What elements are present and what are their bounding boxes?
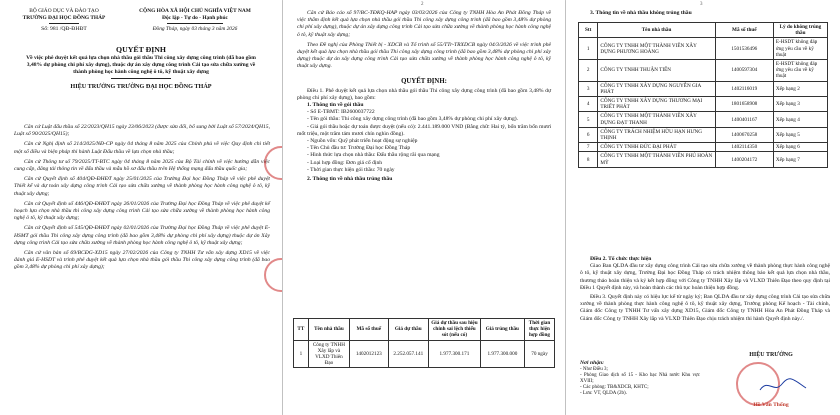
- recipients-block: [580, 360, 700, 397]
- table-cell: CÔNG TY TNHH ĐỨC ĐẠI PHÁT: [598, 143, 715, 152]
- table-header-cell: TT: [294, 319, 309, 341]
- university-name: TRƯỜNG ĐẠI HỌC ĐỒNG THÁP: [22, 15, 106, 22]
- article-1: Điều 1. Phê duyệt kết quả lựa chọn nhà thầu gói thầu Thi công xây dựng công trình (đã bao gồm 3,48% dự phòng chi phí xây dựng), bao gồm:: [297, 87, 551, 101]
- table-cell: Xếp hạng 2: [773, 81, 827, 96]
- table-cell: Xếp hạng 4: [773, 112, 827, 127]
- basis-paragraph: Căn cứ Thông tư số 79/2025/TT-BTC ngày 04 tháng 8 năm 2025 của Bộ Tài chính về việc hướng dẫn việc cung cấp, đăng tải thông tin về đấu thầu và mẫu hồ sơ đấu thầu trên Hệ thống mạng đấu thầu quốc gia;: [14, 158, 270, 173]
- national-header: [120, 8, 270, 34]
- table-cell: 5: [579, 112, 598, 127]
- page2-body: [297, 10, 551, 183]
- recipient-line: - Các phòng: TB&XDCB, KHTC;: [580, 385, 649, 391]
- package-info-line: - Tên Chủ đầu tư: Trường Đại học Đồng Tháp: [307, 145, 411, 152]
- subject-divider: [111, 78, 171, 79]
- document-page-2: [283, 0, 565, 415]
- legal-basis: [14, 124, 270, 272]
- articles-block: [580, 256, 830, 323]
- table-header-row: [294, 319, 555, 341]
- section-2-heading: 2. Thông tin về nhà thầu trúng thầu: [307, 176, 393, 183]
- table-cell: CÔNG TY TNHH XÂY DỰNG NGUYỄN GIA PHÁT: [598, 81, 715, 96]
- table-row: [579, 60, 828, 82]
- table-row: [294, 340, 555, 368]
- table-cell: 1402012123: [350, 340, 388, 368]
- table-row: [579, 143, 828, 152]
- issuing-authority: HIỆU TRƯỞNG TRƯỜNG ĐẠI HỌC ĐỒNG THÁP: [70, 83, 212, 90]
- header-divider: [167, 23, 223, 24]
- table-cell: CÔNG TY TNHH MỘT THÀNH VIÊN PHÚ HOÀN MỸ: [598, 152, 715, 167]
- table-header-cell: Giá dự thầu sau hiệu chỉnh sai lệch thiếu sót (nếu có): [429, 319, 481, 341]
- table-cell: 2.252.057.141: [388, 340, 429, 368]
- document-title: QUYẾT ĐỊNH: [116, 45, 166, 54]
- signer-title: HIỆU TRƯỞNG: [749, 352, 793, 358]
- package-info-line: - Thời gian thực hiện gói thầu: 70 ngày: [307, 166, 395, 173]
- table-cell: 1801658908: [715, 97, 773, 112]
- package-info-line: - Giá gói thầu hoặc dự toán được duyệt (nếu có): 2.441.189.000 VND (Bằng chữ: Hai tỷ, bốn trăm bốn mươi mốt triệu, một trăm tám mươi chín nghìn đồng).: [297, 123, 551, 137]
- table-cell: 1: [294, 340, 309, 368]
- table-header-cell: Giá dự thầu: [388, 319, 429, 341]
- table-header-cell: Lý do không trúng thầu: [773, 23, 827, 38]
- table-cell: 6: [579, 127, 598, 142]
- table-header-cell: Mã số thuế: [350, 319, 388, 341]
- table-cell: 1400597304: [715, 60, 773, 82]
- recipient-line: - Lưu: VT, QLDA (2b).: [580, 391, 627, 397]
- basis-paragraph: Căn cứ Luật đấu thầu số 22/2023/QH15 ngày 23/06/2023 (được sửa đổi, bổ sung bởi Luật số 57/2024/QH15, Luật số 90/2025/QH15);: [14, 124, 270, 138]
- winning-bidder-table: [293, 318, 555, 368]
- document-date: Đồng Tháp, ngày 03 tháng 3 năm 2026: [152, 26, 238, 33]
- document-page-3: [566, 0, 840, 415]
- table-cell: 3: [579, 81, 598, 96]
- table-row: [579, 38, 828, 60]
- table-header-cell: Tên nhà thầu: [308, 319, 349, 341]
- table-row: [579, 97, 828, 112]
- table-header-cell: Thời gian thực hiện hợp đồng: [525, 319, 555, 341]
- article-3-text: Điều 3. Quyết định này có hiệu lực kể từ ngày ký; Ban QLDA đầu tư xây dựng công trình Cải tạo sửa chữa xưởng về thành phòng thực hành công nghệ ô tô, kỹ thuật xây dựng, Trưởng phòng Kế hoạch - Tài chính, Giám đốc Công ty TNHH Tư vấn xây dựng XD15, Giám đốc Công ty TNHH Hòa An Phát Đồng Tháp và Giám đốc Công ty TNHH Xây lắp và VLXD Thiên Đạo chịu trách nhiệm thi hành Quyết định này./.: [580, 294, 830, 322]
- page-number: 2: [421, 2, 424, 7]
- table-cell: 1400401167: [715, 112, 773, 127]
- signer-name: Hồ Văn Thống: [753, 402, 789, 408]
- page-number: 3: [700, 2, 703, 7]
- recipients-heading: Nơi nhận:: [580, 360, 604, 366]
- table-header-cell: Tên nhà thầu: [598, 23, 715, 38]
- decision-heading: QUYẾT ĐỊNH:: [401, 77, 447, 85]
- table-cell: E-HSDT không đáp ứng yêu cầu về kỹ thuật: [773, 60, 827, 82]
- national-slogan: Độc lập - Tự do - Hạnh phúc: [162, 15, 228, 22]
- signature-block: [716, 352, 826, 408]
- title-block: [0, 45, 282, 91]
- table-cell: Xếp hạng 3: [773, 97, 827, 112]
- package-info-line: - Hình thức lựa chọn nhà thầu: Đấu thầu rộng rãi qua mạng: [307, 152, 440, 159]
- package-info-line: - Số E-TBMT: IB2600037722: [307, 109, 375, 116]
- document-page-1: [0, 0, 282, 415]
- table-cell: 1400204172: [715, 152, 773, 167]
- table-cell: 1400670258: [715, 127, 773, 142]
- table-cell: Xếp hạng 7: [773, 152, 827, 167]
- ministry-name: BỘ GIÁO DỤC VÀ ĐÀO TẠO: [29, 8, 99, 14]
- table-cell: 7: [579, 143, 598, 152]
- national-motto: CỘNG HÒA XÃ HỘI CHỦ NGHĨA VIỆT NAM: [139, 8, 251, 14]
- basis-paragraph: Căn cứ văn bản số 69/BCĐG-XD15 ngày 27/02/2026 của Công ty TNHH Tư vấn xây dựng XD15 về việc đánh giá E-HSDT và trình phê duyệt kết quả lựa chọn nhà thầu gói thầu Thi công xây dựng công trình (đã bao gồm 3,48% dự phòng chi phí xây dựng);: [14, 250, 270, 271]
- basis-paragraph: Căn cứ Quyết định số 446/QĐ-ĐHĐT ngày 26/01/2026 của Trường Đại học Đồng Tháp về việc phê duyệt kế hoạch lựa chọn nhà thầu thi công xây dựng công trình Cải tạo sửa chữa xưởng về thành phòng học hành công nghệ ô tô, kỹ thuật xây dựng;: [14, 200, 270, 222]
- package-info-line: - Tên gói thầu: Thi công xây dựng công trình (đã bao gồm 3,48% dự phòng chi phí xây dựng).: [307, 116, 519, 123]
- section-1-heading: 1. Thông tin về gói thầu: [307, 102, 364, 109]
- section-3-heading: 3. Thông tin về nhà thầu không trúng thầu: [590, 10, 692, 16]
- table-row: [579, 152, 828, 167]
- table-header-cell: Mã số thuế: [715, 23, 773, 38]
- table-cell: CÔNG TY TRÁCH NHIỆM HỮU HẠN HƯNG THỊNH: [598, 127, 715, 142]
- package-info-line: - Loại hợp đồng: Đơn giá cố định: [307, 159, 383, 166]
- basis-paragraph: Căn cứ Quyết định số 404/QĐ-ĐHĐT ngày 25/01/2025 của Trường Đại học Đồng Tháp về việc phê duyệt Thiết kế và dự toán xây dựng công trình Cải tạo sửa chữa xưởng về thành phòng học hành công nghệ ô tô, kỹ thuật xây dựng;: [14, 176, 270, 197]
- handwritten-signature: [758, 376, 808, 396]
- article-2-text: Giao Ban QLDA đầu tư xây dựng công trình Cải tạo sửa chữa xưởng về thành phòng thực hành công nghệ ô tô, kỹ thuật xây dựng, Trường Đại học Đồng Tháp có trách nhiệm thông báo kết quả lựa chọn nhà thầu, thương thảo hoàn thiện và ký kết hợp đồng với Công ty TNHH Xây lắp và VLXD Thiên Đạo theo quy định tại Điều 1 Quyết định này, và hoàn thành các thủ tục hoàn thiện hợp đồng.: [580, 263, 830, 291]
- losing-bidders-table: [578, 22, 828, 168]
- recipient-line: - Như Điều 3;: [580, 367, 608, 373]
- table-cell: 1501536496: [715, 38, 773, 60]
- table-cell: 1402114350: [715, 143, 773, 152]
- table-row: [579, 112, 828, 127]
- agency-header: [14, 8, 114, 34]
- table-cell: Công ty TNHH Xây lắp và VLXD Thiên Đạo: [308, 340, 349, 368]
- table-cell: 1.977.300.171: [429, 340, 481, 368]
- basis-paragraph: Theo Đề nghị của Phòng Thiết bị - XDCB và Tổ trình số 55/TTr-TRXDCB ngày 04/3/2026 về việc trình phê duyệt kết quả lựa chọn nhà thầu gói thầu Thi công xây dựng công trình (đã bao gồm 3,48% dự phòng chi phí xây dựng) thuộc dự án xây dựng công trình Cải tạo sửa chữa xưởng về thành phòng học hành công nghệ ô tô, kỹ thuật xây dựng.: [297, 41, 551, 70]
- table-cell: 1.977.300.000: [480, 340, 524, 368]
- recipient-line: - Phòng Giao dịch số 15 - Kho bạc Nhà nước Khu vực XVIII;: [580, 373, 700, 385]
- table-cell: 1: [579, 38, 598, 60]
- table-row: [579, 127, 828, 142]
- table-cell: E-HSDT không đáp ứng yêu cầu về kỹ thuật: [773, 38, 827, 60]
- article-2-heading: Điều 2. Tổ chức thực hiện: [590, 256, 652, 262]
- header-divider: [49, 23, 79, 24]
- table-row: [579, 81, 828, 96]
- basis-paragraph: Căn cứ Quyết định số 545/QĐ-ĐHĐT ngày 02/01/2026 của Trường Đại học Đồng Tháp về việc phê duyệt E-HSMT gói thầu Thi công xây dựng công trình (đã bao gồm 3,48% dự phòng chi phí xây dựng) thuộc dự án Xây dựng công trình Cải tạo sửa chữa xưởng về thành phòng học hành công nghệ ô tô, kỹ thuật xây dựng;: [14, 225, 270, 246]
- package-info-line: - Nguồn vốn: Quỹ phát triển hoạt động sự nghiệp: [307, 138, 418, 145]
- document-subject: Về việc phê duyệt kết quả lựa chọn nhà thầu gói thầu Thi công xây dựng công trình (đã bao gồm 3,48% dự phòng chi phí xây dựng), thuộc dự án xây dựng công trình Cải tạo sửa chữa xưởng về thành phòng học hành công nghệ ô tô, kỹ thuật xây dựng: [26, 55, 256, 75]
- table-cell: CÔNG TY TNHH THUẬN TIẾN: [598, 60, 715, 82]
- table-cell: 4: [579, 97, 598, 112]
- table-cell: 2: [579, 60, 598, 82]
- table-cell: 70 ngày: [525, 340, 555, 368]
- table-cell: Xếp hạng 5: [773, 127, 827, 142]
- table-cell: 8: [579, 152, 598, 167]
- table-header-cell: Stt: [579, 23, 598, 38]
- basis-paragraph: Căn cứ Nghị định số 214/2025/NĐ-CP ngày 04 tháng 8 năm 2025 của Chính phủ về việc Quy định chi tiết một số điều và biện pháp thi hành Luật Đấu thầu về lựa chọn nhà thầu;: [14, 141, 270, 155]
- table-header-row: [579, 23, 828, 38]
- table-cell: CÔNG TY TNHH XÂY DỰNG THƯƠNG MẠI TRIẾT PHÁT: [598, 97, 715, 112]
- table-cell: CÔNG TY TNHH MỘT THÀNH VIÊN XÂY DỰNG ĐẠT THANH: [598, 112, 715, 127]
- basis-paragraph: Căn cứ Báo cáo số 97/BC-TĐKQ-HAP ngày 03/03/2026 của Công ty TNHH Hòa An Phát Đồng Tháp về việc thẩm định kết quả lựa chọn nhà thầu gói thầu Thi công xây dựng công trình (đã bao gồm 3,48% dự phòng chi phí xây dựng), thuộc dự án xây dựng công trình Cải tạo sửa chữa xưởng về thành phòng học hành công nghệ ô tô, kỹ thuật xây dựng;: [297, 10, 551, 38]
- table-header-cell: Giá trúng thầu: [480, 319, 524, 341]
- table-cell: CÔNG TY TNHH MỘT THÀNH VIÊN XÂY DỰNG PHƯƠNG HOÀNG: [598, 38, 715, 60]
- table-cell: 1402116019: [715, 81, 773, 96]
- document-number: Số: 981 /QĐ-ĐHĐT: [41, 26, 87, 33]
- table-cell: Xếp hạng 6: [773, 143, 827, 152]
